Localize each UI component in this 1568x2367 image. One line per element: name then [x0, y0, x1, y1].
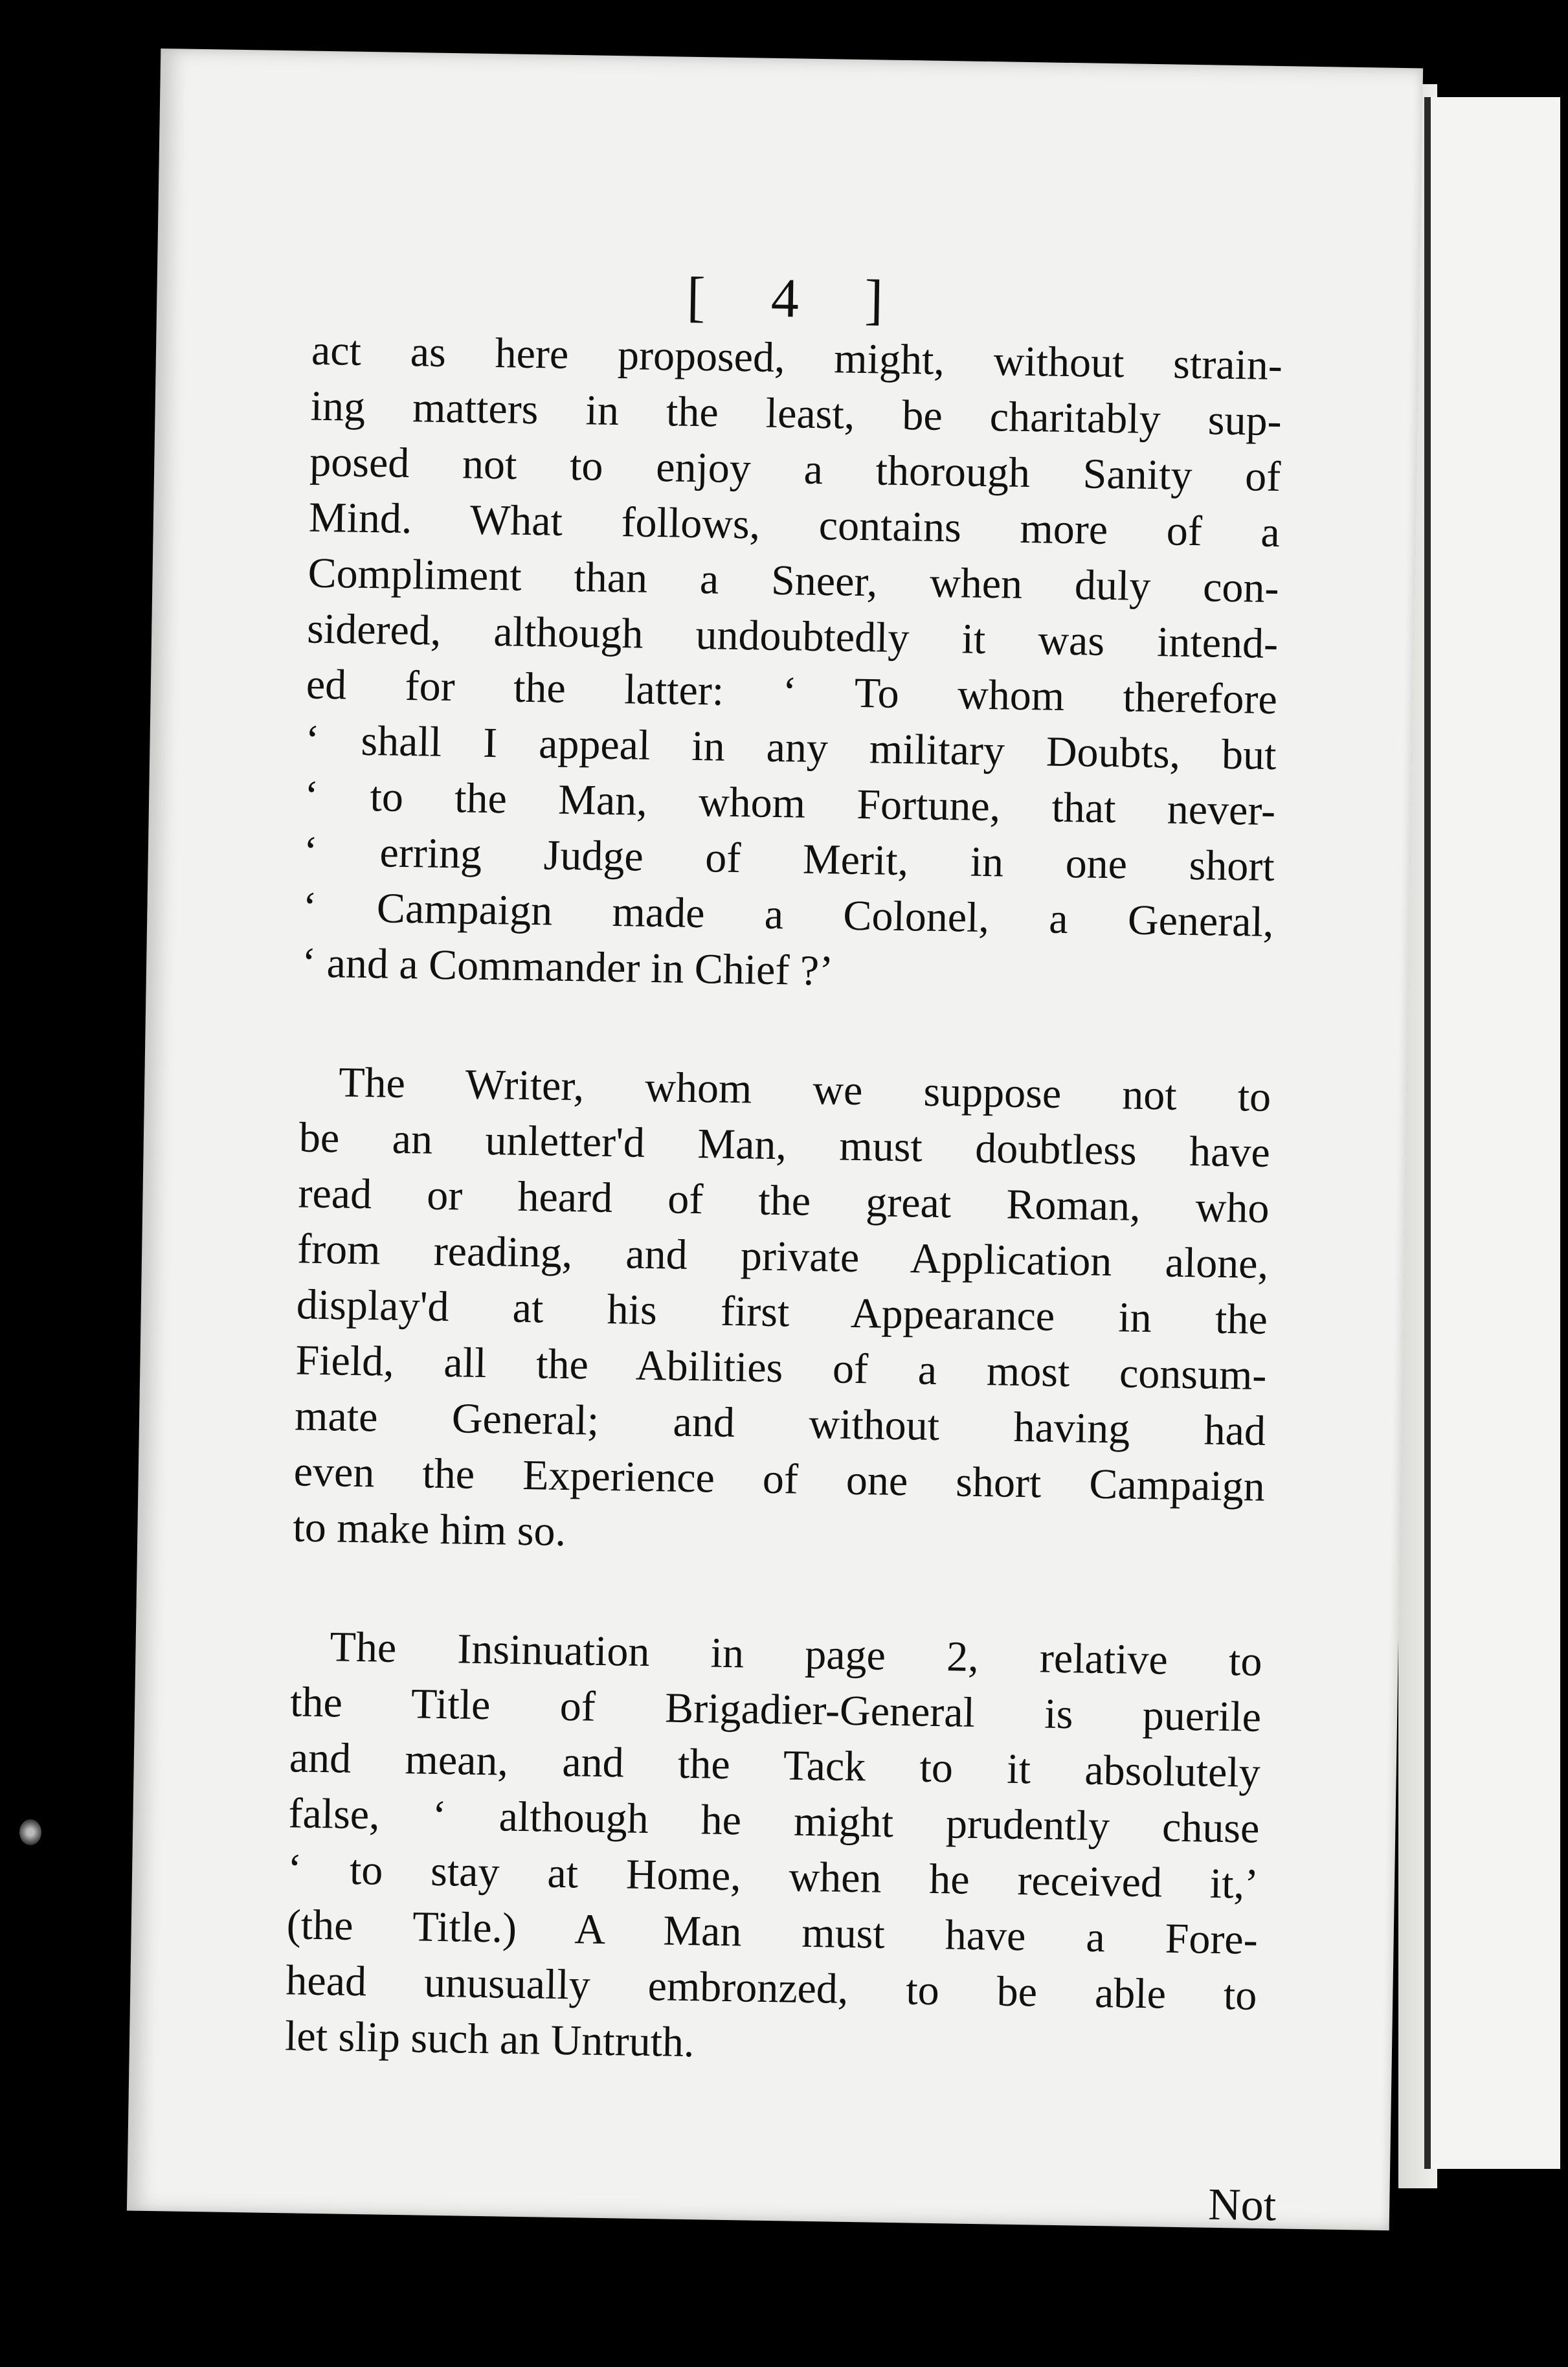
text-line: The Insinuation in page 2, relative to: [330, 1623, 1262, 1685]
text-line: from reading, and private Application alone,: [297, 1225, 1269, 1288]
quote-line: ‘ erring Judge of Merit, in one short: [303, 827, 1275, 891]
scan-speck: [19, 1819, 41, 1845]
book-page: [127, 49, 1423, 2230]
text-line: Field, all the Abilities of a most consum-: [295, 1336, 1267, 1399]
page-text-block: [284, 265, 1283, 2231]
text-line: display'd at his first Appearance in the: [296, 1281, 1268, 1343]
text-line: read or heard of the great Roman, who: [298, 1169, 1270, 1232]
text-line: mate General; and without having had: [294, 1392, 1266, 1455]
text-line: false, ‘ although he might prudently chuse: [287, 1789, 1260, 1852]
text-line: the Title of Brigadier-General is puerile: [289, 1678, 1262, 1741]
text-line: and mean, and the Tack to it absolutely: [289, 1734, 1261, 1797]
text-line: act as here proposed, might, without strain-: [311, 326, 1283, 390]
text-line: head unusually embronzed, to be able to: [285, 1957, 1257, 2019]
text-line: ed for the latter: ‘ To whom therefore: [306, 660, 1278, 724]
paragraph-2: [293, 1054, 1271, 1570]
text-line: Compliment than a Sneer, when duly con-: [308, 549, 1280, 612]
text-line: sidered, although undoubtedly it was intend-: [306, 605, 1279, 668]
text-line: be an unletter'd Man, must doubtless have: [298, 1114, 1271, 1177]
page-number: [ 4 ]: [686, 265, 910, 331]
facing-page: [1424, 97, 1560, 2169]
paragraph-3: [284, 1619, 1262, 2079]
text-line: posed not to enjoy a thorough Sanity of: [309, 438, 1281, 501]
text-line: let slip such an Untruth.: [284, 2012, 695, 2067]
text-line: even the Experience of one short Campaign: [293, 1448, 1266, 1510]
paragraph-1: [302, 323, 1283, 1006]
text-line: The Writer, whom we suppose not to: [338, 1059, 1271, 1121]
quote-line: ‘ shall I appeal in any military Doubts, but: [305, 716, 1277, 780]
text-line: Mind. What follows, contains more of a: [308, 493, 1281, 557]
text-line: ‘ to stay at Home, when he received it,’: [287, 1845, 1259, 1908]
text-line: ing matters in the least, be charitably sup-: [310, 382, 1282, 445]
text-line: (the Title.) A Man must have a Fore-: [286, 1901, 1259, 1964]
text-line: to make him so.: [292, 1503, 566, 1555]
quote-line: ‘ and a Commander in Chief ?’: [301, 939, 834, 995]
catchword: Not: [1207, 2179, 1277, 2231]
quote-line: ‘ to the Man, whom Fortune, that never-: [304, 772, 1276, 835]
quote-line: ‘ Campaign made a Colonel, a General,: [302, 883, 1274, 947]
